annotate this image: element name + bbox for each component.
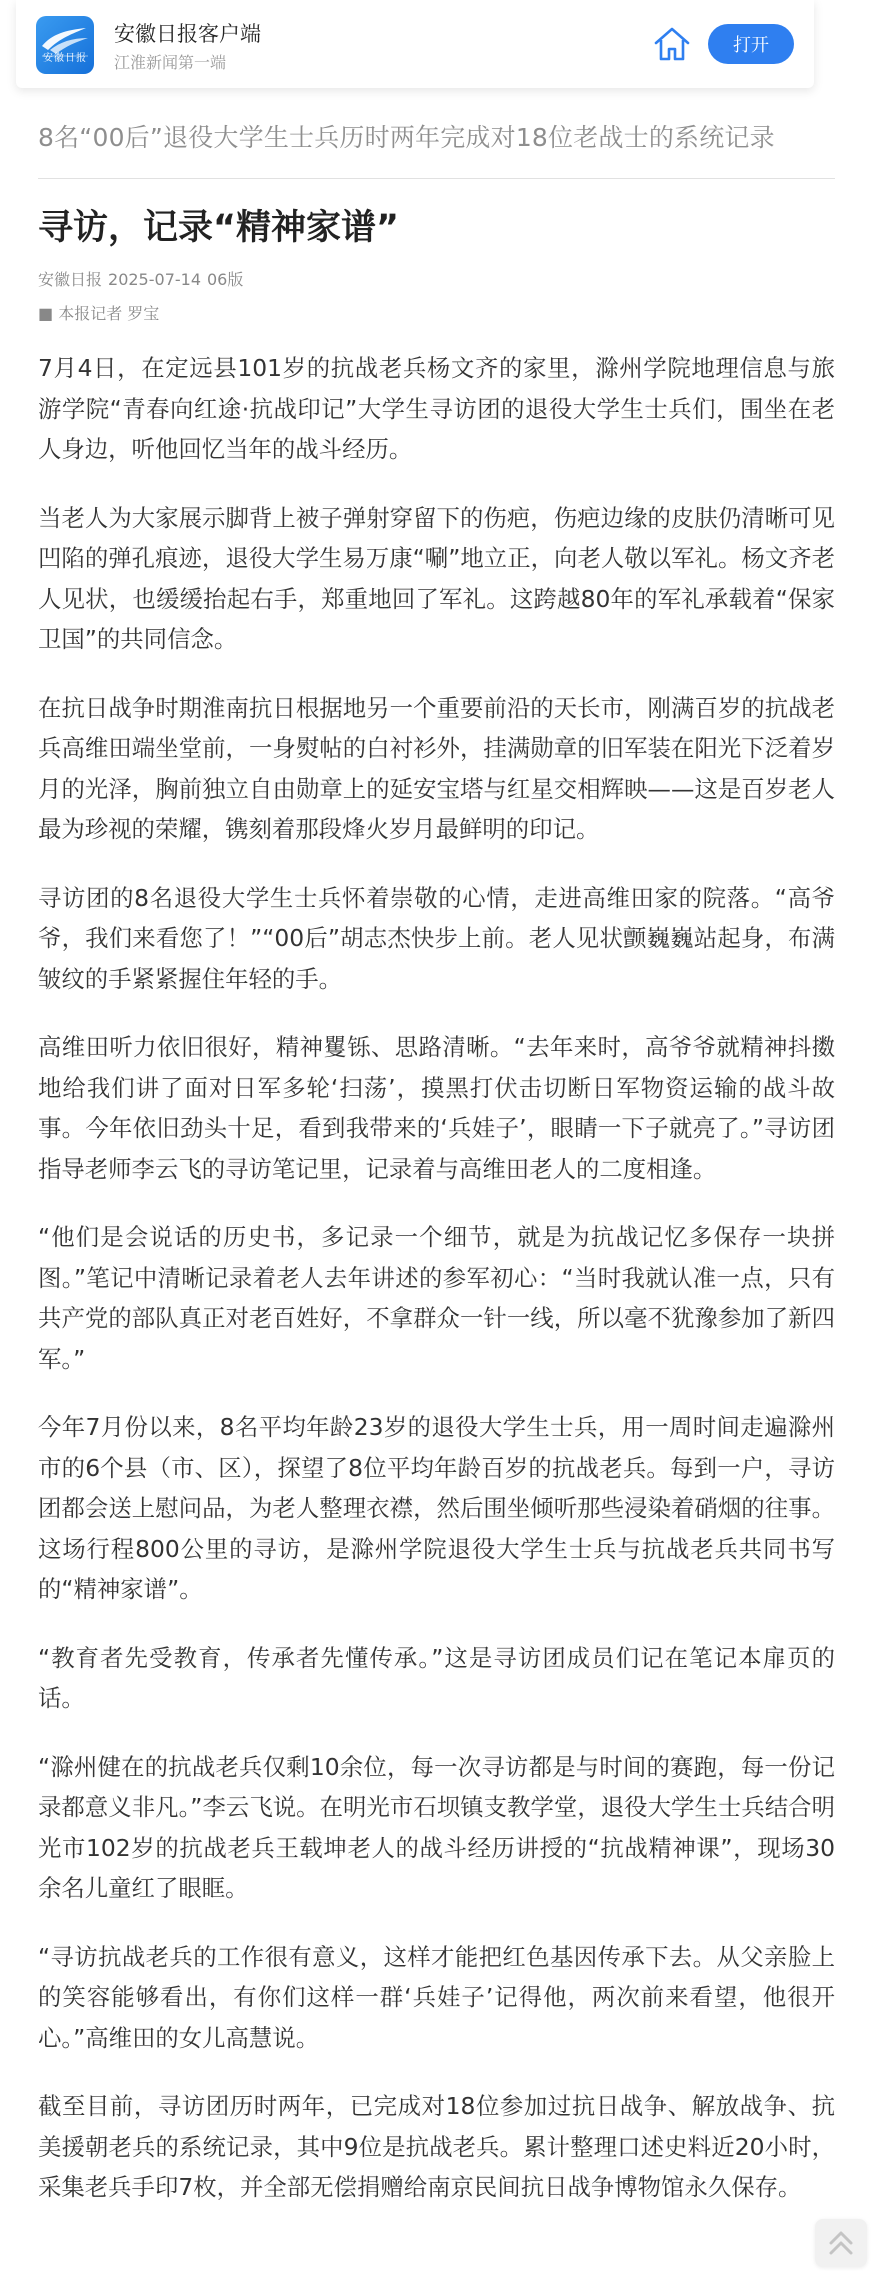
article-subheadline: 8名“00后”退役大学生士兵历时两年完成对18位老战士的系统记录	[38, 123, 775, 152]
app-slogan: 江淮新闻第一端	[114, 53, 227, 72]
article-source: 安徽日报	[38, 270, 103, 289]
article-paragraph: “教育者先受教育，传承者先懂传承。”这是寻访团成员们记在笔记本扉页的话。	[38, 1643, 835, 1712]
article-paragraph: 7月4日，在定远县101岁的抗战老兵杨文齐的家里，滁州学院地理信息与旅游学院“青春向红途·抗战印记”大学生寻访团的退役大学生士兵们，围坐在老人身边，听他回忆当年的战斗经历。	[38, 354, 835, 463]
anhui-daily-logo-icon[interactable]	[36, 16, 94, 74]
article-paragraph: 在抗日战争时期淮南抗日根据地另一个重要前沿的天长市，刚满百岁的抗战老兵高维田端坐堂前，一身熨帖的白衬衫外，挂满勋章的旧军装在阳光下泛着岁月的光泽，胸前独立自由勋章上的延安宝塔与红星交相辉映——这是百岁老人最为珍视的荣耀，镌刻着那段烽火岁月最鲜明的印记。	[38, 693, 835, 843]
article-body	[38, 348, 835, 2236]
divider	[38, 178, 835, 179]
app-name: 安徽日报客户端	[114, 22, 261, 46]
article-meta	[38, 267, 249, 290]
home-button[interactable]	[653, 26, 691, 62]
article-paragraph: 今年7月份以来，8名平均年龄23岁的退役大学生士兵，用一周时间走遍滁州市的6个县（市、区），探望了8位平均年龄百岁的抗战老兵。每到一户，寻访团都会送上慰问品，为老人整理衣襟，然后围坐倾听那些浸染着硝烟的往事。这场行程800公里的寻访，是滁州学院退役大学生士兵与抗战老兵共同书写的“精神家谱”。	[38, 1413, 835, 1603]
article-paragraph: “滁州健在的抗战老兵仅剩10余位，每一次寻访都是与时间的赛跑，每一份记录都意义非凡。”李云飞说。在明光市石坝镇支教学堂，退役大学生士兵结合明光市102岁的抗战老兵王载坤老人的战斗经历讲授的“抗战精神课”，现场30余名儿童红了眼眶。	[38, 1752, 835, 1902]
article-paragraph: 当老人为大家展示脚背上被子弹射穿留下的伤疤，伤疤边缘的皮肤仍清晰可见凹陷的弹孔痕迹，退役大学生易万康“唰”地立正，向老人敬以军礼。杨文齐老人见状，也缓缓抬起右手，郑重地回了军礼。这跨越80年的军礼承载着“保家卫国”的共同信念。	[38, 503, 835, 653]
open-app-button[interactable]: 打开	[708, 24, 794, 64]
home-icon	[653, 26, 691, 62]
article-paragraph: 截至目前，寻访团历时两年，已完成对18位参加过抗日战争、解放战争、抗美援朝老兵的系统记录，其中9位是抗战老兵。累计整理口述史料近20小时，采集老兵手印7枚，并全部无偿捐赠给南京民间抗日战争博物馆永久保存。	[38, 2092, 835, 2201]
article-edition: 06版	[207, 270, 244, 289]
article-paragraph: “他们是会说话的历史书，多记录一个细节，就是为抗战记忆多保存一块拼图。”笔记中清晰记录着老人去年讲述的参军初心：“当时我就认准一点，只有共产党的部队真正对老百姓好，不拿群众一针一线，所以毫不犹豫参加了新四军。”	[38, 1223, 835, 1373]
article-reporter: ■ 本报记者 罗宝	[38, 304, 160, 323]
article-paragraph: “寻访抗战老兵的工作很有意义，这样才能把红色基因传承下去。从父亲脸上的笑容能够看出，有你们这样一群‘兵娃子’记得他，两次前来看望，他很开心。”高维田的女儿高慧说。	[38, 1942, 835, 2052]
article-paragraph: 高维田听力依旧很好，精神矍铄、思路清晰。“去年来时，高爷爷就精神抖擞地给我们讲了面对日军多轮‘扫荡’，摸黑打伏击切断日军物资运输的战斗故事。今年依旧劲头十足，看到我带来的‘兵娃子’，眼睛一下子就亮了。”寻访团指导老师李云飞的寻访笔记里，记录着与高维田老人的二度相逢。	[38, 1033, 835, 1183]
article-paragraph: 寻访团的8名退役大学生士兵怀着崇敬的心情，走进高维田家的院落。“高爷爷，我们来看您了！”“00后”胡志杰快步上前。老人见状颤巍巍站起身，布满皱纹的手紧紧握住年轻的手。	[38, 883, 835, 993]
app-download-bar	[16, 0, 814, 88]
logo-emblem	[36, 16, 94, 74]
article-headline: 寻访，记录“精神家谱”	[38, 208, 400, 248]
logo-text: 安徽日报	[43, 53, 87, 64]
article-date: 2025-07-14	[108, 270, 201, 289]
back-to-top-button[interactable]	[815, 2219, 867, 2267]
double-chevron-up-icon	[815, 2219, 867, 2267]
